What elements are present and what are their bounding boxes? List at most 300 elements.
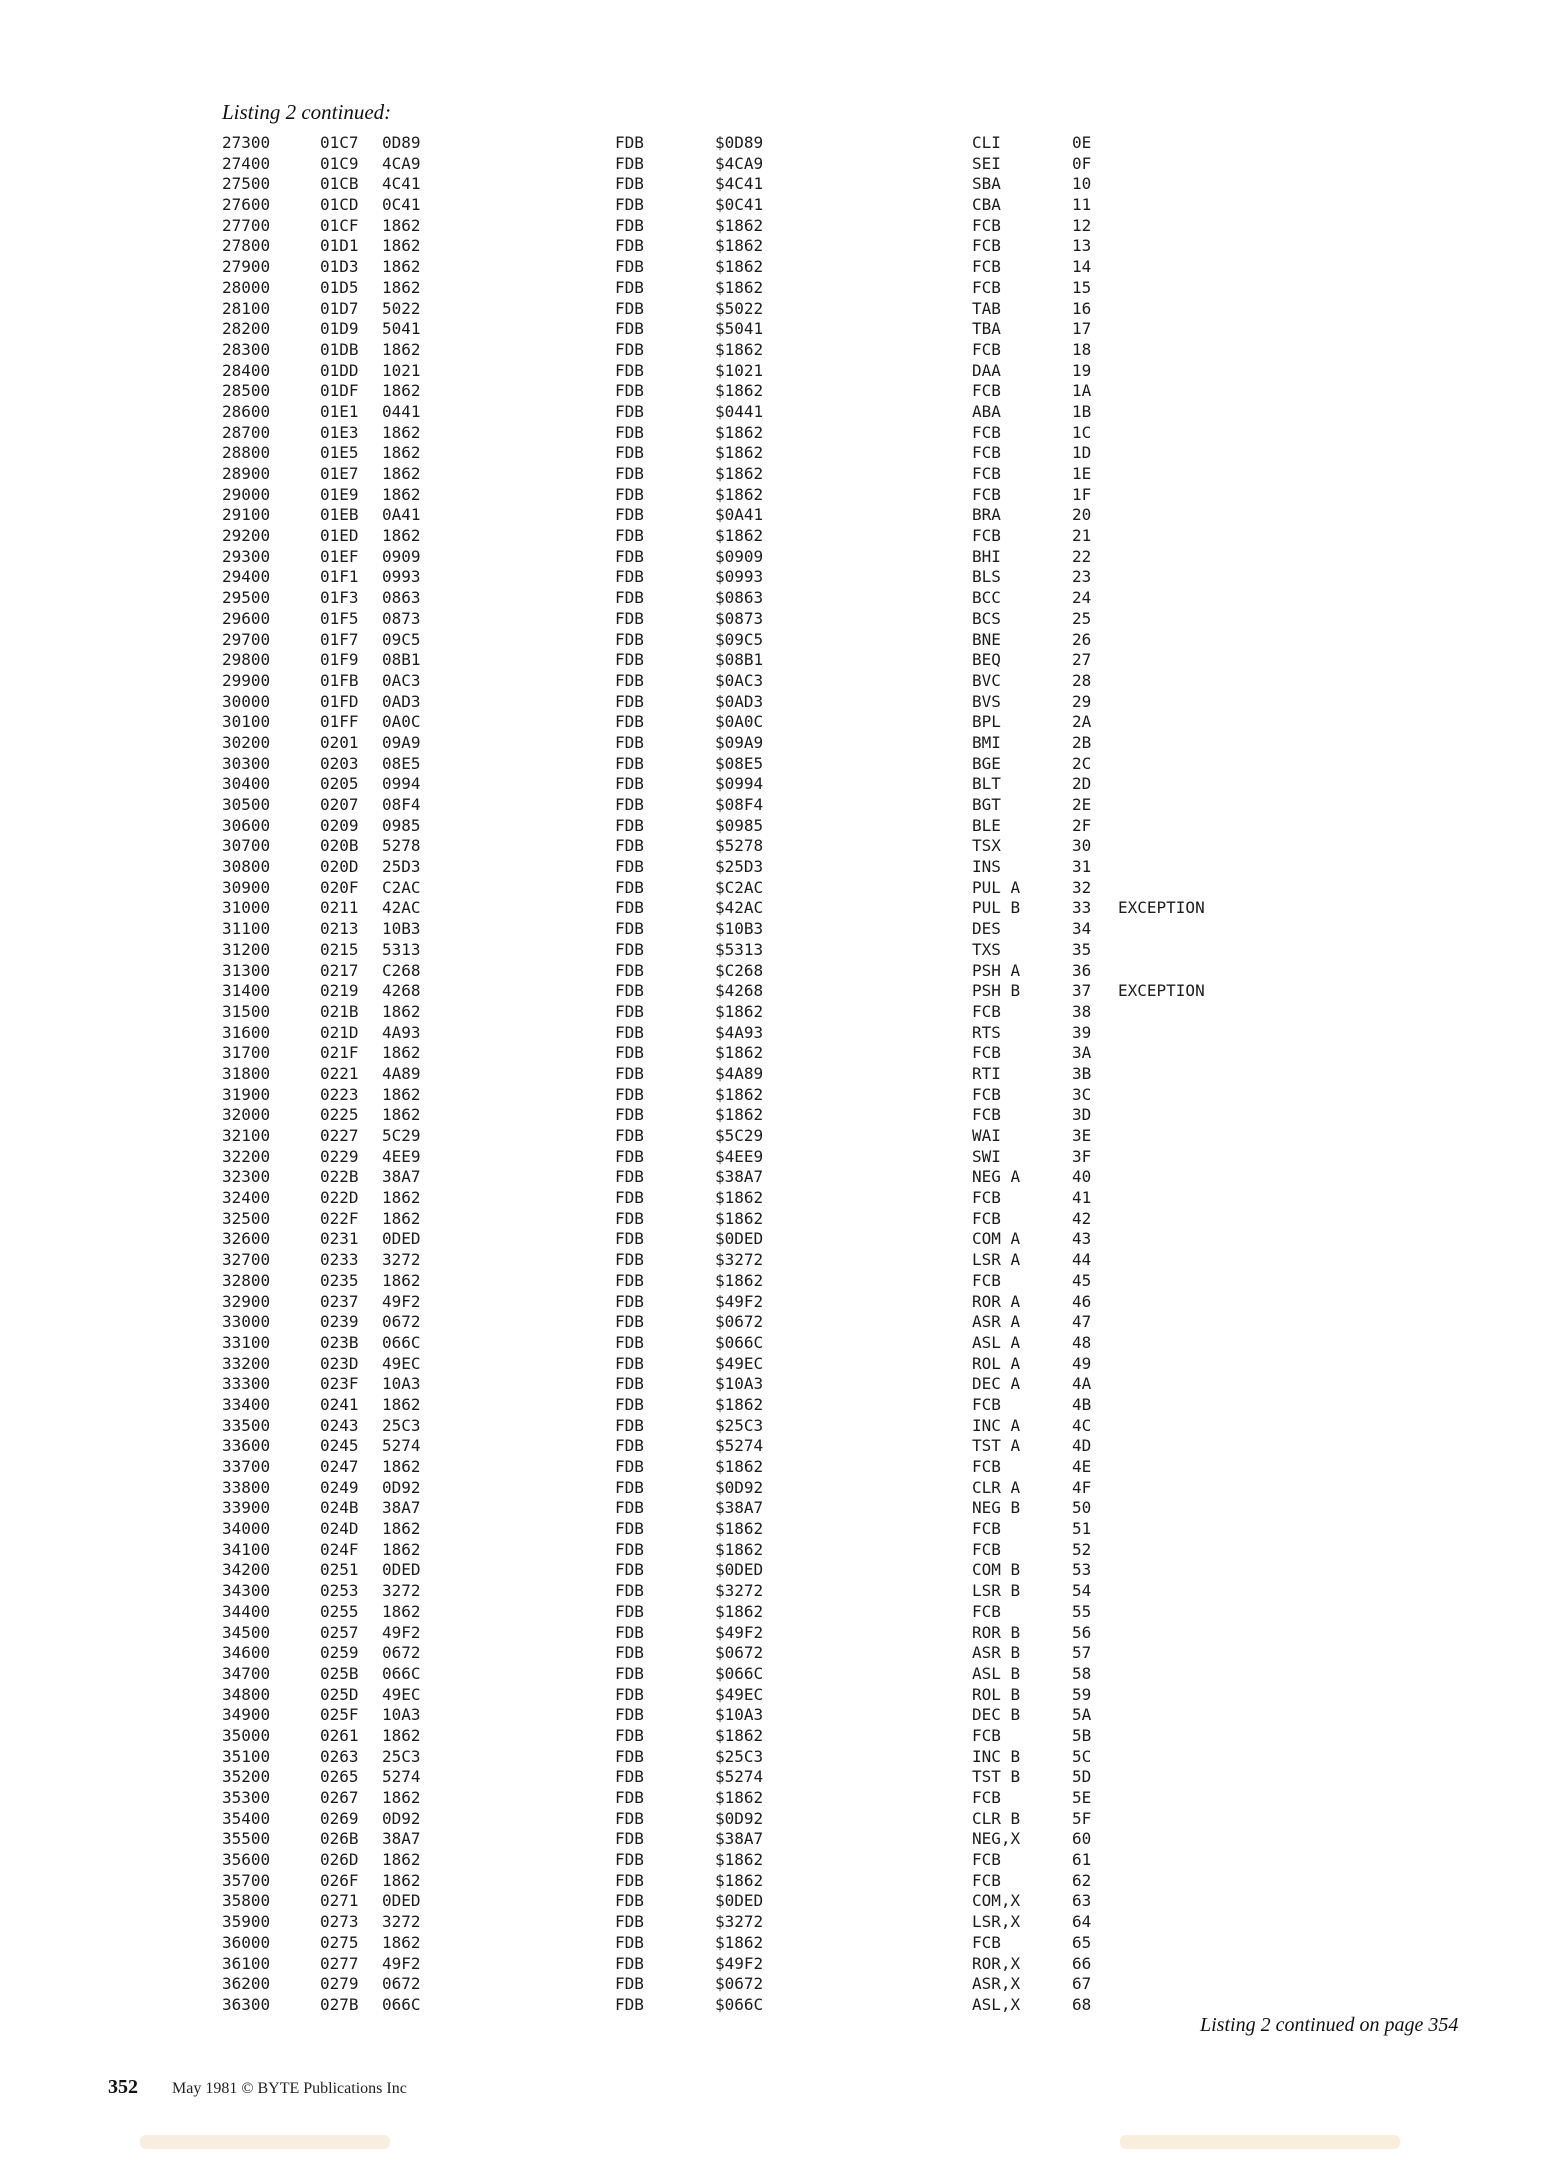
mnemonic: RTI xyxy=(972,1063,1001,1083)
operand: $5C29 xyxy=(715,1126,764,1145)
address: 0221 xyxy=(320,1063,359,1083)
listing-row xyxy=(222,1498,1352,1519)
listing-row xyxy=(222,361,1352,382)
object-code: 1862 xyxy=(382,1188,421,1208)
object-code: 1862 xyxy=(382,257,421,277)
line-number: 30900 xyxy=(222,877,271,897)
address: 0267 xyxy=(320,1788,359,1807)
mnemonic: ROL A xyxy=(972,1353,1021,1373)
address: 025B xyxy=(320,1663,359,1683)
object-code: 09C5 xyxy=(382,629,421,649)
line-number: 30700 xyxy=(222,836,271,856)
address: 0273 xyxy=(320,1912,359,1932)
object-code: 0C41 xyxy=(382,195,421,215)
directive: FDB xyxy=(615,464,644,483)
mnemonic: FCB xyxy=(972,1870,1001,1890)
address: 0217 xyxy=(320,960,359,980)
mnemonic: FCB xyxy=(972,1043,1001,1063)
mnemonic: BEQ xyxy=(972,650,1001,670)
directive: FDB xyxy=(615,153,644,173)
object-code: 49F2 xyxy=(382,1622,421,1642)
address: 0279 xyxy=(320,1974,359,1994)
operand: $0A41 xyxy=(715,505,764,525)
operand: $1862 xyxy=(715,236,764,256)
operand: $1862 xyxy=(715,422,764,442)
address: 0233 xyxy=(320,1250,359,1270)
mnemonic: FCB xyxy=(972,1105,1001,1125)
opcode: 1F xyxy=(1072,484,1092,504)
object-code: 5C29 xyxy=(382,1126,421,1145)
operand: $25C3 xyxy=(715,1415,764,1435)
operand: $3272 xyxy=(715,1912,764,1932)
address: 01FB xyxy=(320,670,359,690)
opcode: 5F xyxy=(1072,1808,1092,1828)
directive: FDB xyxy=(615,1788,644,1807)
opcode: 3B xyxy=(1072,1063,1092,1083)
address: 025D xyxy=(320,1684,359,1704)
object-code: 38A7 xyxy=(382,1498,421,1518)
address: 01D5 xyxy=(320,277,359,297)
address: 0241 xyxy=(320,1394,359,1414)
line-number: 32000 xyxy=(222,1105,271,1125)
listing-row xyxy=(222,1436,1352,1457)
object-code: 10A3 xyxy=(382,1374,421,1394)
mnemonic: LSR,X xyxy=(972,1912,1021,1932)
listing-row xyxy=(222,1085,1352,1106)
operand: $4A93 xyxy=(715,1022,764,1042)
object-code: 4C41 xyxy=(382,174,421,194)
mnemonic: FCB xyxy=(972,443,1001,463)
directive: FDB xyxy=(615,960,644,980)
directive: FDB xyxy=(615,1270,644,1290)
object-code: 0873 xyxy=(382,608,421,628)
object-code: 3272 xyxy=(382,1581,421,1601)
object-code: 1862 xyxy=(382,1043,421,1063)
object-code: 49EC xyxy=(382,1353,421,1373)
operand: $49F2 xyxy=(715,1291,764,1311)
address: 0227 xyxy=(320,1126,359,1145)
operand: $0994 xyxy=(715,774,764,794)
opcode: 37 xyxy=(1072,981,1092,1001)
listing-row xyxy=(222,423,1352,444)
opcode: 3A xyxy=(1072,1043,1092,1063)
directive: FDB xyxy=(615,1622,644,1642)
listing-row xyxy=(222,961,1352,982)
directive: FDB xyxy=(615,857,644,877)
address: 023F xyxy=(320,1374,359,1394)
mnemonic: FCB xyxy=(972,257,1001,277)
mnemonic: ASR,X xyxy=(972,1974,1021,1994)
object-code: 0441 xyxy=(382,401,421,421)
operand: $49EC xyxy=(715,1353,764,1373)
opcode: 66 xyxy=(1072,1953,1092,1973)
directive: FDB xyxy=(615,1022,644,1042)
listing-row xyxy=(222,174,1352,195)
listing-row xyxy=(222,526,1352,547)
address: 0251 xyxy=(320,1560,359,1580)
object-code: 1862 xyxy=(382,1208,421,1228)
object-code: C268 xyxy=(382,960,421,980)
directive: FDB xyxy=(615,1684,644,1704)
mnemonic: FCB xyxy=(972,1457,1001,1476)
opcode: 25 xyxy=(1072,608,1092,628)
listing-row xyxy=(222,505,1352,526)
listing-row xyxy=(222,1229,1352,1250)
address: 026F xyxy=(320,1870,359,1890)
object-code: 0672 xyxy=(382,1312,421,1332)
listing-row xyxy=(222,671,1352,692)
directive: FDB xyxy=(615,1394,644,1414)
operand: $1862 xyxy=(715,381,764,401)
listing-row xyxy=(222,733,1352,754)
opcode: 33 xyxy=(1072,898,1092,918)
listing-row xyxy=(222,1809,1352,1830)
listing-row xyxy=(222,340,1352,361)
listing-row xyxy=(222,1664,1352,1685)
operand: $3272 xyxy=(715,1581,764,1601)
operand: $4EE9 xyxy=(715,1146,764,1166)
address: 0263 xyxy=(320,1746,359,1766)
line-number: 34900 xyxy=(222,1705,271,1725)
mnemonic: BGT xyxy=(972,795,1001,814)
directive: FDB xyxy=(615,1208,644,1228)
opcode: 21 xyxy=(1072,526,1092,546)
opcode: 18 xyxy=(1072,339,1092,359)
object-code: 5313 xyxy=(382,939,421,959)
publication-credit: May 1981 © BYTE Publications Inc xyxy=(172,2080,407,2097)
mnemonic: BLS xyxy=(972,567,1001,587)
directive: FDB xyxy=(615,443,644,463)
operand: $10A3 xyxy=(715,1374,764,1394)
opcode: 5D xyxy=(1072,1767,1092,1787)
listing-row xyxy=(222,567,1352,588)
directive: FDB xyxy=(615,1746,644,1766)
mnemonic: COM,X xyxy=(972,1891,1021,1911)
operand: $1862 xyxy=(715,1208,764,1228)
address: 0215 xyxy=(320,939,359,959)
object-code: 1862 xyxy=(382,1788,421,1807)
line-number: 33400 xyxy=(222,1394,271,1414)
listing-row xyxy=(222,1105,1352,1126)
operand: $1862 xyxy=(715,1932,764,1952)
code-listing xyxy=(222,133,1352,2016)
line-number: 33300 xyxy=(222,1374,271,1394)
mnemonic: FCB xyxy=(972,236,1001,256)
opcode: 2F xyxy=(1072,815,1092,835)
address: 0207 xyxy=(320,795,359,814)
directive: FDB xyxy=(615,774,644,794)
listing-row xyxy=(222,630,1352,651)
continuation-note: Listing 2 continued on page 354 xyxy=(1200,2014,1459,2036)
directive: FDB xyxy=(615,795,644,814)
line-number: 32400 xyxy=(222,1188,271,1208)
opcode: 53 xyxy=(1072,1560,1092,1580)
operand: $1862 xyxy=(715,1457,764,1476)
listing-row xyxy=(222,1643,1352,1664)
mnemonic: ASL B xyxy=(972,1663,1021,1683)
directive: FDB xyxy=(615,981,644,1001)
directive: FDB xyxy=(615,588,644,608)
line-number: 35600 xyxy=(222,1850,271,1870)
directive: FDB xyxy=(615,277,644,297)
mnemonic: FCB xyxy=(972,1084,1001,1104)
directive: FDB xyxy=(615,1498,644,1518)
address: 020D xyxy=(320,857,359,877)
line-number: 34500 xyxy=(222,1622,271,1642)
opcode: 27 xyxy=(1072,650,1092,670)
line-number: 28000 xyxy=(222,277,271,297)
object-code: 1862 xyxy=(382,526,421,546)
line-number: 31000 xyxy=(222,898,271,918)
opcode: 62 xyxy=(1072,1870,1092,1890)
mnemonic: NEG A xyxy=(972,1167,1021,1187)
opcode: 5E xyxy=(1072,1788,1092,1807)
address: 020F xyxy=(320,877,359,897)
address: 0239 xyxy=(320,1312,359,1332)
object-code: 49F2 xyxy=(382,1953,421,1973)
object-code: 1862 xyxy=(382,1601,421,1621)
opcode: 52 xyxy=(1072,1539,1092,1559)
line-number: 34700 xyxy=(222,1663,271,1683)
line-number: 33100 xyxy=(222,1332,271,1352)
mnemonic: FCB xyxy=(972,484,1001,504)
address: 01DF xyxy=(320,381,359,401)
object-code: 0DED xyxy=(382,1229,421,1249)
address: 020B xyxy=(320,836,359,856)
mnemonic: PSH B xyxy=(972,981,1021,1001)
directive: FDB xyxy=(615,1105,644,1125)
opcode: 32 xyxy=(1072,877,1092,897)
listing-row xyxy=(222,1954,1352,1975)
line-number: 30300 xyxy=(222,753,271,773)
object-code: 0672 xyxy=(382,1643,421,1663)
print-smudge-left xyxy=(140,2135,390,2149)
mnemonic: ABA xyxy=(972,401,1001,421)
opcode: 40 xyxy=(1072,1167,1092,1187)
mnemonic: FCB xyxy=(972,422,1001,442)
address: 01ED xyxy=(320,526,359,546)
operand: $10B3 xyxy=(715,919,764,939)
directive: FDB xyxy=(615,526,644,546)
directive: FDB xyxy=(615,1229,644,1249)
directive: FDB xyxy=(615,815,644,835)
directive: FDB xyxy=(615,1353,644,1373)
line-number: 30100 xyxy=(222,712,271,732)
listing-row xyxy=(222,1250,1352,1271)
mnemonic: ROR A xyxy=(972,1291,1021,1311)
object-code: 1862 xyxy=(382,443,421,463)
object-code: 1862 xyxy=(382,484,421,504)
line-number: 31700 xyxy=(222,1043,271,1063)
opcode: 1B xyxy=(1072,401,1092,421)
listing-row xyxy=(222,1023,1352,1044)
line-number: 35500 xyxy=(222,1829,271,1849)
mnemonic: BVS xyxy=(972,691,1001,711)
directive: FDB xyxy=(615,381,644,401)
listing-row xyxy=(222,981,1352,1002)
mnemonic: SWI xyxy=(972,1146,1001,1166)
listing-row xyxy=(222,1064,1352,1085)
listing-caption: Listing 2 continued: xyxy=(222,100,392,124)
mnemonic: DEC B xyxy=(972,1705,1021,1725)
operand: $5313 xyxy=(715,939,764,959)
operand: $0D89 xyxy=(715,133,764,152)
address: 023D xyxy=(320,1353,359,1373)
mnemonic: BRA xyxy=(972,505,1001,525)
line-number: 29300 xyxy=(222,546,271,566)
mnemonic: CLR B xyxy=(972,1808,1021,1828)
object-code: 25C3 xyxy=(382,1746,421,1766)
directive: FDB xyxy=(615,1063,644,1083)
opcode: 39 xyxy=(1072,1022,1092,1042)
directive: FDB xyxy=(615,1974,644,1994)
mnemonic: INC B xyxy=(972,1746,1021,1766)
operand: $5022 xyxy=(715,298,764,318)
operand: $066C xyxy=(715,1663,764,1683)
address: 01F3 xyxy=(320,588,359,608)
object-code: 0D92 xyxy=(382,1477,421,1497)
object-code: 1862 xyxy=(382,1457,421,1476)
listing-row xyxy=(222,692,1352,713)
directive: FDB xyxy=(615,484,644,504)
operand: $0672 xyxy=(715,1974,764,1994)
line-number: 34200 xyxy=(222,1560,271,1580)
mnemonic: ASR A xyxy=(972,1312,1021,1332)
line-number: 27300 xyxy=(222,133,271,152)
listing-row xyxy=(222,1292,1352,1313)
operand: $1862 xyxy=(715,1601,764,1621)
operand: $1862 xyxy=(715,484,764,504)
mnemonic: BLT xyxy=(972,774,1001,794)
opcode: 48 xyxy=(1072,1332,1092,1352)
object-code: 0993 xyxy=(382,567,421,587)
listing-row xyxy=(222,1871,1352,1892)
operand: $066C xyxy=(715,1332,764,1352)
line-number: 30000 xyxy=(222,691,271,711)
mnemonic: TST B xyxy=(972,1767,1021,1787)
listing-row xyxy=(222,216,1352,237)
directive: FDB xyxy=(615,898,644,918)
opcode: 17 xyxy=(1072,319,1092,339)
opcode: 34 xyxy=(1072,919,1092,939)
directive: FDB xyxy=(615,1705,644,1725)
line-number: 34800 xyxy=(222,1684,271,1704)
line-number: 28700 xyxy=(222,422,271,442)
line-number: 34000 xyxy=(222,1519,271,1539)
object-code: 25D3 xyxy=(382,857,421,877)
opcode: 2A xyxy=(1072,712,1092,732)
opcode: 22 xyxy=(1072,546,1092,566)
object-code: 1862 xyxy=(382,1001,421,1021)
directive: FDB xyxy=(615,1953,644,1973)
directive: FDB xyxy=(615,1932,644,1952)
mnemonic: DES xyxy=(972,919,1001,939)
line-number: 35300 xyxy=(222,1788,271,1807)
directive: FDB xyxy=(615,360,644,380)
listing-row xyxy=(222,319,1352,340)
mnemonic: ROR B xyxy=(972,1622,1021,1642)
object-code: 0A41 xyxy=(382,505,421,525)
mnemonic: COM A xyxy=(972,1229,1021,1249)
listing-row xyxy=(222,712,1352,733)
directive: FDB xyxy=(615,1146,644,1166)
line-number: 27500 xyxy=(222,174,271,194)
mnemonic: CBA xyxy=(972,195,1001,215)
line-number: 33900 xyxy=(222,1498,271,1518)
object-code: 0672 xyxy=(382,1974,421,1994)
operand: $1862 xyxy=(715,1001,764,1021)
operand: $5274 xyxy=(715,1436,764,1456)
line-number: 28900 xyxy=(222,464,271,483)
line-number: 35400 xyxy=(222,1808,271,1828)
directive: FDB xyxy=(615,1643,644,1663)
address: 025F xyxy=(320,1705,359,1725)
opcode: 46 xyxy=(1072,1291,1092,1311)
line-number: 28300 xyxy=(222,339,271,359)
directive: FDB xyxy=(615,339,644,359)
line-number: 30200 xyxy=(222,732,271,752)
line-number: 35800 xyxy=(222,1891,271,1911)
address: 0219 xyxy=(320,981,359,1001)
operand: $42AC xyxy=(715,898,764,918)
operand: $1862 xyxy=(715,1539,764,1559)
object-code: 0D92 xyxy=(382,1808,421,1828)
operand: $0DED xyxy=(715,1891,764,1911)
listing-row xyxy=(222,774,1352,795)
mnemonic: BHI xyxy=(972,546,1001,566)
print-smudge-right xyxy=(1120,2135,1400,2149)
line-number: 28500 xyxy=(222,381,271,401)
operand: $1862 xyxy=(715,1105,764,1125)
opcode: 3C xyxy=(1072,1084,1092,1104)
line-number: 30600 xyxy=(222,815,271,835)
mnemonic: FCB xyxy=(972,381,1001,401)
object-code: 5274 xyxy=(382,1767,421,1787)
directive: FDB xyxy=(615,1870,644,1890)
listing-row xyxy=(222,919,1352,940)
opcode: 50 xyxy=(1072,1498,1092,1518)
listing-row xyxy=(222,1002,1352,1023)
line-number: 36200 xyxy=(222,1974,271,1994)
mnemonic: FCB xyxy=(972,1188,1001,1208)
directive: FDB xyxy=(615,1539,644,1559)
mnemonic: NEG B xyxy=(972,1498,1021,1518)
mnemonic: FCB xyxy=(972,1850,1001,1870)
line-number: 34400 xyxy=(222,1601,271,1621)
directive: FDB xyxy=(615,1601,644,1621)
opcode: 45 xyxy=(1072,1270,1092,1290)
listing-row xyxy=(222,1767,1352,1788)
address: 01F1 xyxy=(320,567,359,587)
line-number: 28800 xyxy=(222,443,271,463)
directive: FDB xyxy=(615,195,644,215)
listing-row xyxy=(222,1043,1352,1064)
opcode: 55 xyxy=(1072,1601,1092,1621)
operand: $0672 xyxy=(715,1643,764,1663)
line-number: 27400 xyxy=(222,153,271,173)
mnemonic: BPL xyxy=(972,712,1001,732)
address: 023B xyxy=(320,1332,359,1352)
object-code: 4CA9 xyxy=(382,153,421,173)
directive: FDB xyxy=(615,877,644,897)
listing-row xyxy=(222,898,1352,919)
mnemonic: FCB xyxy=(972,1725,1001,1745)
mnemonic: FCB xyxy=(972,1394,1001,1414)
operand: $0D92 xyxy=(715,1808,764,1828)
opcode: 28 xyxy=(1072,670,1092,690)
listing-row xyxy=(222,278,1352,299)
listing-row xyxy=(222,1540,1352,1561)
